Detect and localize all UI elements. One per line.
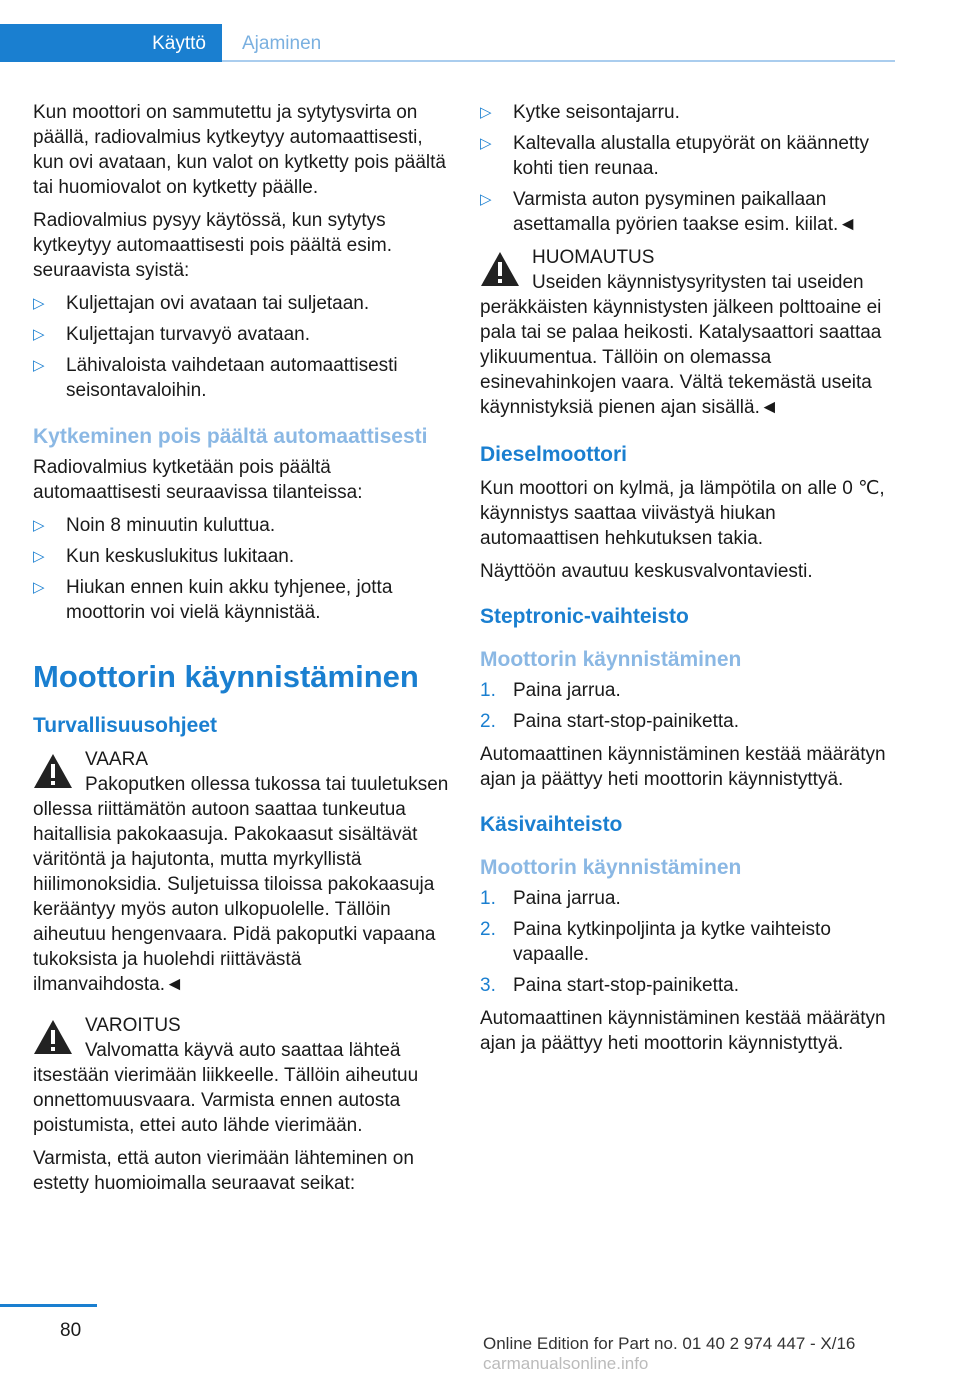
list-item-text: Paina kytkinpoljinta ja kytke vaihteisto vapaalle. (513, 919, 831, 965)
numbered-list (480, 886, 896, 998)
warning-box (480, 245, 896, 420)
paragraph: Kun moottori on sammutettu ja sytytysvirta on päällä, radiovalmius kytkeytyy automaattisesti, kun ovi avataan, kun valot on kytketty pois päältä tai huomiovalot on kytketty päälle. (33, 102, 446, 198)
warning-text: Valvomatta käyvä auto saattaa lähteä itsestään vierimään liikkeelle. Tällöin aiheutuu onnettomuusvaara. Varmista ennen autosta poistumista, ettei auto lähde vierimään. (33, 1040, 419, 1136)
paragraph: Automaattinen käynnistäminen kestää määrätyn ajan ja päättyy heti moottorin käynnistyttyä. (480, 1008, 886, 1054)
warning-box (33, 1013, 449, 1138)
warning-title: VAARA (85, 749, 149, 770)
triangle-bullet-icon: ▷ (33, 548, 45, 565)
warning-icon (33, 753, 73, 789)
subheading: Dieselmoottori (480, 443, 628, 466)
right-column (480, 100, 896, 1064)
list-item-text: Kaltevalla alustalla etupyörät on käännetty kohti tien reunaa. (513, 133, 869, 179)
step-number: 1. (480, 680, 496, 701)
triangle-bullet-icon: ▷ (33, 357, 45, 374)
triangle-bullet-icon: ▷ (480, 191, 492, 208)
list-item (33, 322, 449, 347)
paragraph: Automaattinen käynnistäminen kestää määrätyn ajan ja päättyy heti moottorin käynnistyttyä. (480, 744, 886, 790)
paragraph: Kun moottori on kylmä, ja lämpötila on alle 0 ℃, käynnistys saattaa viivästyä hiukan automaattisen hehkutuksen takia. (480, 478, 885, 549)
tab-label: Ajaminen (242, 33, 322, 54)
triangle-bullet-icon: ▷ (33, 295, 45, 312)
triangle-bullet-icon: ▷ (33, 517, 45, 534)
warning-box (33, 747, 449, 997)
list-item-text: Kuljettajan ovi avataan tai suljetaan. (66, 293, 370, 314)
edition-text: Online Edition for Part no. 01 40 2 974 447 - X/16 (483, 1334, 856, 1353)
bullet-list (33, 291, 449, 403)
subheading: Turvallisuusohjeet (33, 714, 217, 737)
step-number: 2. (480, 919, 496, 940)
step-number: 2. (480, 711, 496, 732)
warning-text: Useiden käynnistysyritysten tai useiden peräkkäisten käynnistysten jälkeen polttoaine ei pala tai se palaa heikosti. Katalysaattori saattaa ylikuumentua. Tällöin on olemassa esinevahinkojen vaara. Vältä tekemästä useita käynnistyksiä pienen ajan sisällä.◄ (480, 272, 882, 418)
list-item-text: Varmista auton pysyminen paikallaan asettamalla pyörien taakse esim. kiilat.◄ (513, 189, 858, 235)
list-item-text: Paina jarrua. (513, 680, 621, 701)
paragraph: Näyttöön avautuu keskusvalvontaviesti. (480, 561, 813, 582)
list-item-text: Kuljettajan turvavyö avataan. (66, 324, 310, 345)
subheading: Moottorin käynnistäminen (480, 648, 742, 671)
triangle-bullet-icon: ▷ (33, 326, 45, 343)
left-column (33, 100, 449, 1204)
triangle-bullet-icon: ▷ (480, 104, 492, 121)
paragraph: Radiovalmius pysyy käytössä, kun sytytys kytkeytyy automaattisesti pois päältä esim. seuraavista syistä: (33, 210, 393, 281)
warning-icon (33, 1019, 73, 1055)
subheading: Steptronic-vaihteisto (480, 605, 689, 628)
numbered-list (480, 678, 896, 734)
step-number: 3. (480, 975, 496, 996)
list-item-text: Paina jarrua. (513, 888, 621, 909)
step-number: 1. (480, 888, 496, 909)
bullet-list (480, 100, 896, 237)
page-number: 80 (60, 1320, 82, 1341)
bullet-list (33, 513, 449, 625)
section-heading: Moottorin käynnistäminen (33, 659, 419, 694)
list-item-text: Kytke seisontajarru. (513, 102, 680, 123)
paragraph: Varmista, että auton vierimään lähteminen on estetty huomioimalla seuraavat seikat: (33, 1148, 414, 1194)
list-item (33, 353, 449, 403)
watermark: carmanualsonline.info (483, 1354, 649, 1373)
tab-kaytto[interactable] (0, 24, 222, 62)
warning-text: Pakoputken ollessa tukossa tai tuuletuksen ollessa riittämätön autoon saattaa tunkeutua haitallisia pakokaasuja. Pakokaasut sisältävät väritöntä ja hajutonta, mutta myrkyllistä hiilimonoksidia. Suljetuissa tiloissa pakokaasuja kerääntyy myös auton ulkopuolelle. Tällöin aiheutuu hengenvaara. Pidä pakoputki vapaana tukoksista ja huolehdi riittävästä ilmanvaihdosta.◄ (33, 774, 449, 995)
list-item-text: Lähivaloista vaihdetaan automaattisesti seisontavaloihin. (66, 355, 398, 401)
warning-title: VAROITUS (85, 1015, 181, 1036)
list-item (33, 544, 449, 569)
list-item-text: Paina start-stop-painiketta. (513, 711, 740, 732)
footer-edition (483, 1334, 960, 1374)
tab-ajaminen[interactable] (222, 24, 895, 62)
triangle-bullet-icon: ▷ (33, 579, 45, 596)
warning-title: HUOMAUTUS (532, 247, 655, 268)
list-item (480, 917, 896, 967)
tab-label: Käyttö (152, 33, 206, 54)
list-item (480, 131, 896, 181)
footer-rule (0, 1304, 97, 1307)
list-item-text: Noin 8 minuutin kuluttua. (66, 515, 276, 536)
list-item (480, 886, 896, 911)
list-item (480, 709, 896, 734)
subheading: Kytkeminen pois päältä automaattisesti (33, 425, 428, 448)
list-item (480, 187, 896, 237)
list-item (33, 291, 449, 316)
list-item (33, 513, 449, 538)
list-item (33, 575, 449, 625)
list-item-text: Paina start-stop-painiketta. (513, 975, 740, 996)
list-item-text: Hiukan ennen kuin akku tyhjenee, jotta moottorin voi vielä käynnistää. (66, 577, 393, 623)
list-item (480, 100, 896, 125)
subheading: Moottorin käynnistäminen (480, 856, 742, 879)
subheading: Käsivaihteisto (480, 813, 623, 836)
warning-icon (480, 251, 520, 287)
list-item-text: Kun keskuslukitus lukitaan. (66, 546, 295, 567)
triangle-bullet-icon: ▷ (480, 135, 492, 152)
list-item (480, 973, 896, 998)
list-item (480, 678, 896, 703)
paragraph: Radiovalmius kytketään pois päältä automaattisesti seuraavissa tilanteissa: (33, 457, 363, 503)
